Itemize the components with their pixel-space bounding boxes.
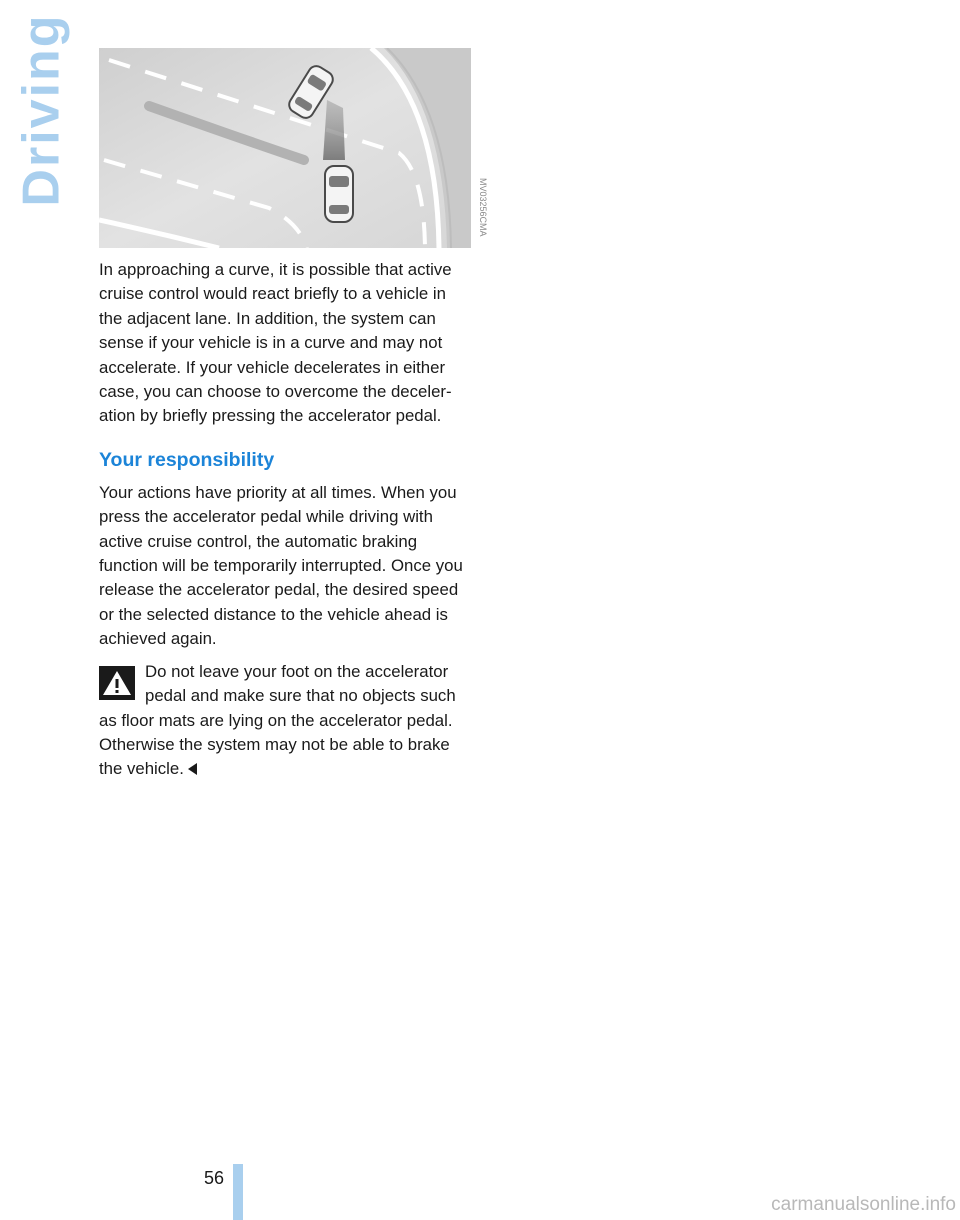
heading-your-responsibility: Your responsibility — [99, 448, 275, 471]
chapter-side-title-text: Driving — [13, 13, 72, 207]
curve-illustration — [99, 48, 491, 248]
page-number: 56 — [203, 1168, 224, 1188]
watermark: carmanualsonline.info — [771, 1194, 956, 1215]
end-of-section-icon — [188, 763, 197, 775]
paragraph-responsibility: Your actions have priority at all times. When you press the accelerator pedal while driving with active cruise control, the automatic braking function will be temporarily interrupted. Once you release the accelerator pedal, the desired speed or the selected distance to the vehicle ahead is achieved again. — [99, 482, 463, 649]
page-number-bar — [233, 1164, 243, 1220]
main-content — [99, 258, 471, 782]
chapter-side-title — [13, 13, 72, 207]
paragraph-curve: In approaching a curve, it is possible that active cruise control would react briefly to a vehicle in the adjacent lane. In addition, the system can sense if your vehicle is in a curve and may not accelerate. If your vehicle decelerates in either case, you can choose to overcome the deceler-ation by briefly pressing the accelerator pedal. — [99, 260, 452, 426]
warning-note — [99, 660, 471, 782]
figure-code: MV03256CMA — [478, 178, 488, 237]
warning-triangle-icon — [99, 666, 135, 700]
warning-text: Do not leave your foot on the accelerator pedal and make sure that no objects such as floor mats are lying on the accelerator pedal. Otherwise the system may not be able to brake the vehicle. — [99, 661, 456, 779]
